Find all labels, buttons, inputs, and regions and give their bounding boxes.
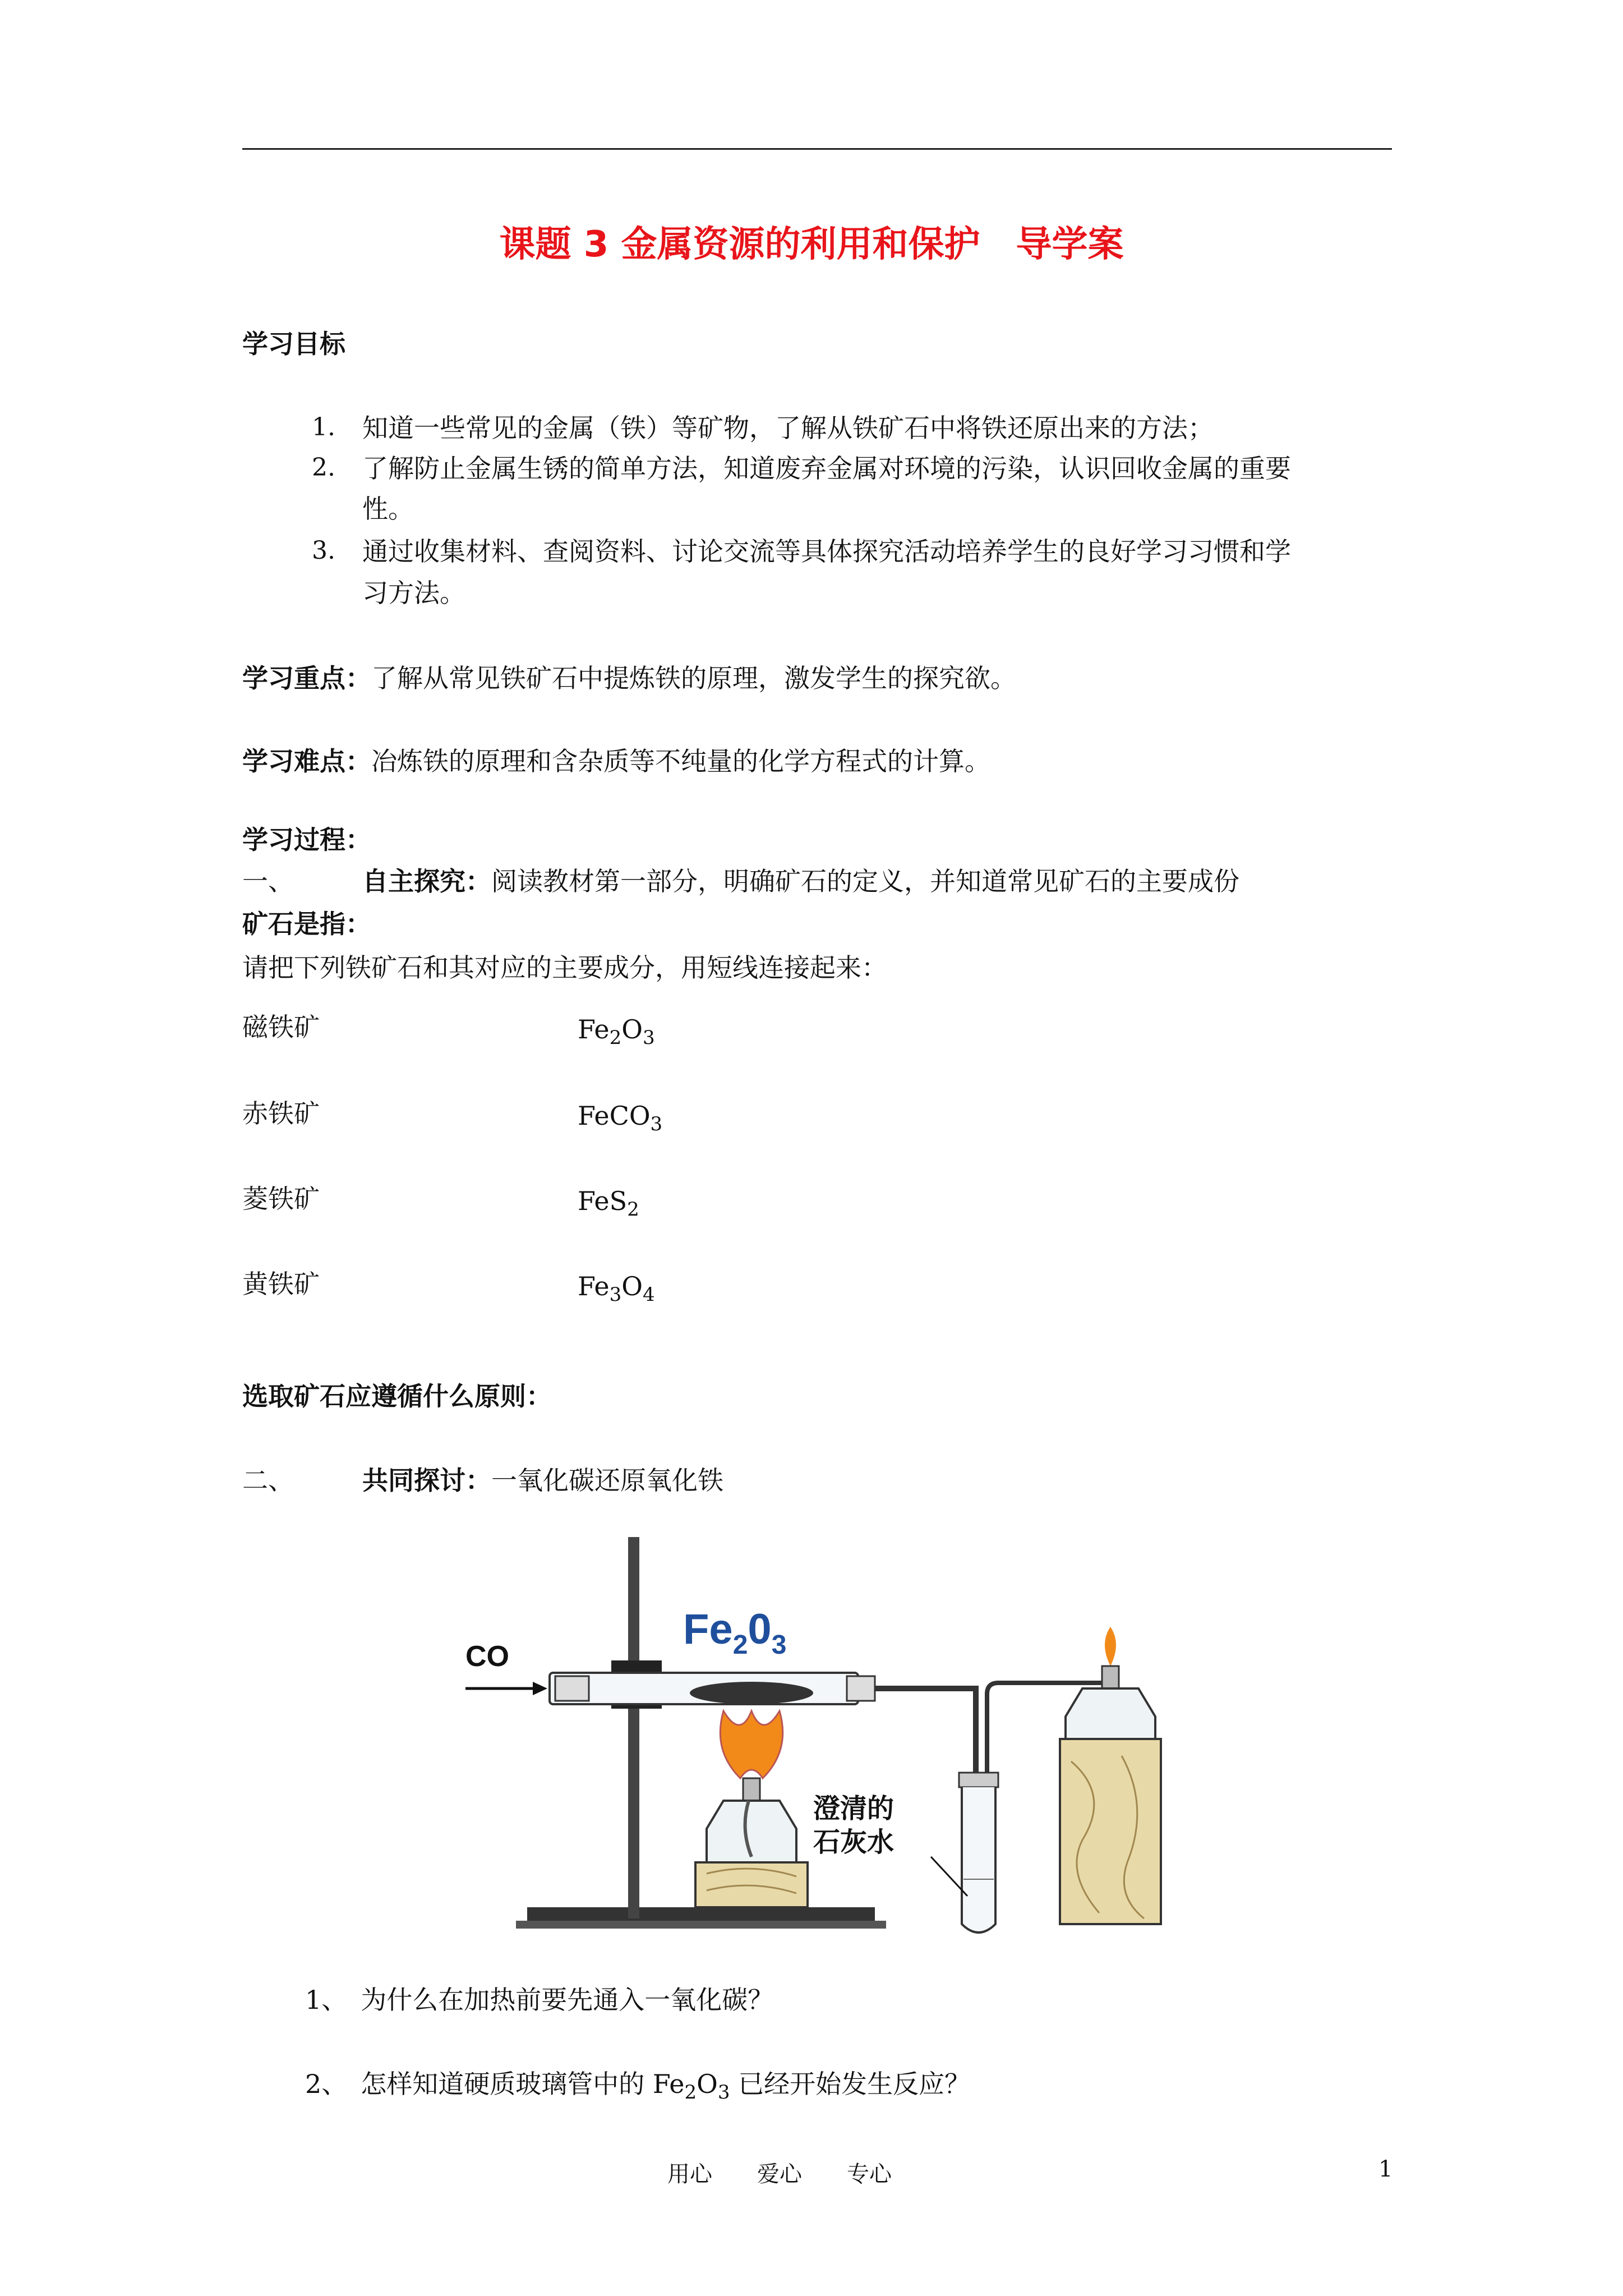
test-tube: [962, 1787, 995, 1932]
difficulty-label: 学习难点：: [242, 746, 371, 776]
page-number: 1: [1378, 2156, 1393, 2182]
stand-rod: [628, 1537, 639, 1918]
part1-num: 一、: [242, 866, 294, 896]
objective-num-3: 3.: [312, 536, 335, 565]
co-reduction-apparatus-diagram: [460, 1526, 1189, 1952]
formula-fe3o4: $Fe_3O_4$: [578, 1271, 655, 1306]
part1-text: 阅读教材第一部分，明确矿石的定义，并知道常见矿石的主要成份: [491, 866, 1239, 896]
question-1-text: 为什么在加热前要先通入一氧化碳？: [361, 1985, 774, 2015]
second-lamp-neck: [1102, 1666, 1119, 1688]
question-1-num: 1、: [305, 1985, 348, 2015]
test-tube-stopper: [959, 1773, 998, 1787]
fe2o3-powder: [690, 1682, 813, 1704]
process-label: 学习过程：: [242, 825, 371, 855]
limewater-label-1: 澄清的: [813, 1793, 895, 1824]
ore-name-3: 菱铁矿: [242, 1184, 320, 1214]
header-rule: [242, 148, 1392, 150]
ore-name-1: 磁铁矿: [242, 1012, 320, 1042]
co-label: CO: [465, 1640, 509, 1673]
formula-fe2o3: $Fe_2O_3$: [578, 1014, 655, 1049]
tube-stopper-left: [555, 1676, 589, 1701]
focus-text: 了解从常见铁矿石中提炼铁的原理，激发学生的探究欲。: [371, 663, 1016, 693]
stand-base: [527, 1907, 875, 1921]
objectives-heading: 学习目标: [242, 329, 345, 359]
stand-base-lower: [516, 1921, 886, 1929]
second-alcohol-lamp: [1066, 1688, 1155, 1739]
ore-definition: 矿石是指：: [242, 909, 371, 939]
objective-2-line-1: 了解防止金属生锈的简单方法，知道废弃金属对环境的污染，认识回收金属的重要: [362, 453, 1291, 484]
objective-num-2: 2.: [312, 453, 335, 482]
co-arrow-head: [533, 1682, 547, 1695]
limewater-label-2: 石灰水: [813, 1826, 895, 1858]
fe2o3-label: $Fe_20_3$: [683, 1605, 787, 1660]
lamp-neck: [743, 1778, 760, 1801]
matching-instruction: 请把下列铁矿石和其对应的主要成分，用短线连接起来：: [242, 953, 887, 983]
part2-num: 二、: [242, 1465, 294, 1496]
second-flame: [1105, 1627, 1116, 1666]
objective-3-line-2: 习方法。: [362, 578, 465, 608]
burner-flame-main: [720, 1711, 782, 1778]
formula-feco3: FeCO$_3$: [578, 1101, 663, 1135]
outlet-tube: [875, 1688, 976, 1773]
question-2-pre: 怎样知道硬质玻璃管中的: [361, 2069, 653, 2099]
ore-selection-principle: 选取矿石应遵循什么原则：: [242, 1381, 552, 1411]
question-2: [305, 2071, 970, 2102]
wood-block-right: [1060, 1739, 1161, 1924]
part1-label: 自主探究：: [362, 866, 491, 896]
tube-stopper-right: [847, 1676, 875, 1701]
question-2-post: 已经开始发生反应？: [730, 2069, 971, 2099]
ore-name-4: 黄铁矿: [242, 1269, 320, 1299]
difficulty-text: 冶炼铁的原理和含杂质等不纯量的化学方程式的计算。: [371, 746, 990, 776]
objective-num-1: 1.: [312, 413, 335, 441]
part2-text: 一氧化碳还原氧化铁: [491, 1465, 723, 1496]
question-2-formula: $Fe_2O_3$: [652, 2069, 730, 2104]
objective-3-line-1: 通过收集材料、查阅资料、讨论交流等具体探究活动培养学生的良好学习习惯和学: [362, 536, 1291, 567]
page-title: 课题 3 金属资源的利用和保护 导学案: [499, 224, 1124, 265]
focus-label: 学习重点：: [242, 663, 371, 693]
part2-label: 共同探讨：: [362, 1465, 491, 1496]
objective-1-line-1: 知道一些常见的金属（铁）等矿物，了解从铁矿石中将铁还原出来的方法；: [362, 413, 1214, 443]
question-1: [305, 1987, 773, 2013]
learning-focus: [242, 665, 1016, 691]
part2-heading: [362, 1465, 723, 1496]
formula-fes2: FeS$_2$: [578, 1186, 639, 1221]
part1-heading: [362, 868, 1239, 894]
ore-name-2: 赤铁矿: [242, 1098, 320, 1129]
objective-2-line-2: 性。: [362, 494, 414, 524]
question-2-num: 2、: [305, 2069, 348, 2099]
learning-difficulty: [242, 748, 990, 774]
footer-motto: 用心 爱心 专心: [667, 2161, 892, 2187]
